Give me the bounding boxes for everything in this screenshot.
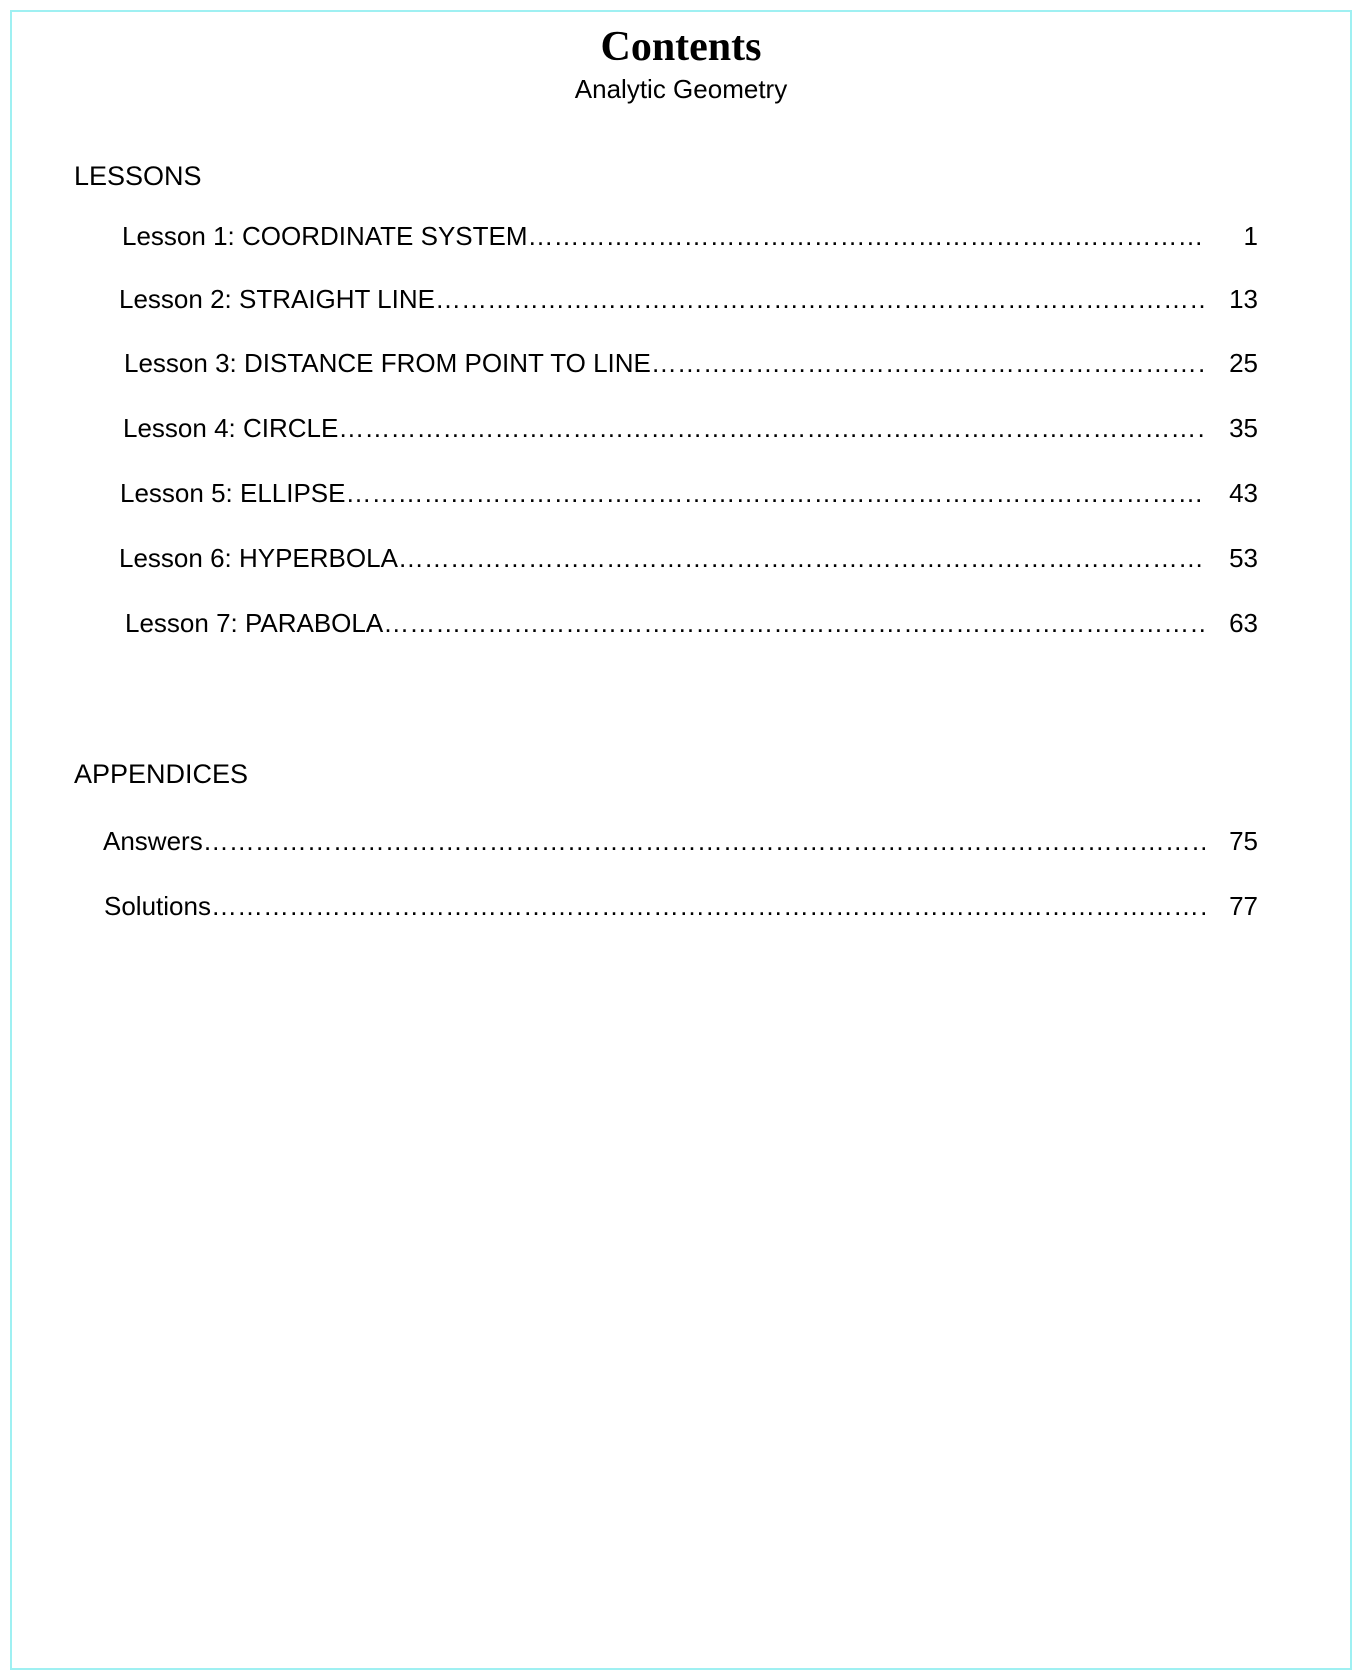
- dot-leader: [345, 476, 1206, 510]
- toc-entry-page: 13: [1229, 284, 1258, 314]
- toc-entry-page: 75: [1229, 826, 1258, 856]
- toc-entry-label: Lesson 7: PARABOLA: [125, 608, 384, 638]
- page-subtitle: Analytic Geometry: [574, 74, 788, 104]
- dot-leader: [528, 219, 1206, 253]
- toc-entry-page: 35: [1229, 413, 1258, 443]
- toc-entry-page: 1: [1243, 221, 1258, 251]
- dot-leader: [338, 411, 1206, 445]
- toc-entry-lesson-1[interactable]: [122, 219, 1258, 253]
- toc-entry-label: Lesson 4: CIRCLE: [123, 413, 339, 443]
- dot-leader: [435, 282, 1206, 316]
- toc-entry-label: Lesson 6: HYPERBOLA: [119, 543, 398, 573]
- toc-entry-label: Lesson 3: DISTANCE FROM POINT TO LINE: [124, 348, 651, 378]
- dot-leader: [203, 824, 1206, 858]
- toc-entry-label: Lesson 5: ELLIPSE: [120, 478, 346, 508]
- toc-entry-page: 77: [1229, 891, 1258, 921]
- toc-entry-solutions[interactable]: [104, 889, 1258, 923]
- toc-entry-lesson-5[interactable]: [120, 476, 1258, 510]
- toc-entry-page: 63: [1229, 608, 1258, 638]
- toc-entry-lesson-2[interactable]: [119, 282, 1258, 316]
- toc-entry-lesson-7[interactable]: [125, 606, 1258, 640]
- toc-entry-page: 25: [1229, 348, 1258, 378]
- toc-entry-label: Answers: [103, 826, 203, 856]
- page-title: Contents: [600, 24, 762, 70]
- toc-entry-lesson-6[interactable]: [119, 541, 1258, 575]
- dot-leader: [211, 889, 1206, 923]
- toc-entry-label: Lesson 1: COORDINATE SYSTEM: [122, 221, 528, 251]
- lessons-heading: LESSONS: [74, 161, 202, 191]
- appendices-heading: APPENDICES: [74, 759, 249, 789]
- toc-entry-label: Solutions: [104, 891, 211, 921]
- dot-leader: [398, 541, 1206, 575]
- toc-entry-lesson-3[interactable]: [124, 346, 1258, 380]
- toc-entry-label: Lesson 2: STRAIGHT LINE: [119, 284, 435, 314]
- dot-leader: [383, 606, 1206, 640]
- dot-leader: [651, 346, 1206, 380]
- toc-entry-answers[interactable]: [103, 824, 1258, 858]
- toc-entry-page: 53: [1229, 543, 1258, 573]
- toc-entry-page: 43: [1229, 478, 1258, 508]
- toc-entry-lesson-4[interactable]: [123, 411, 1258, 445]
